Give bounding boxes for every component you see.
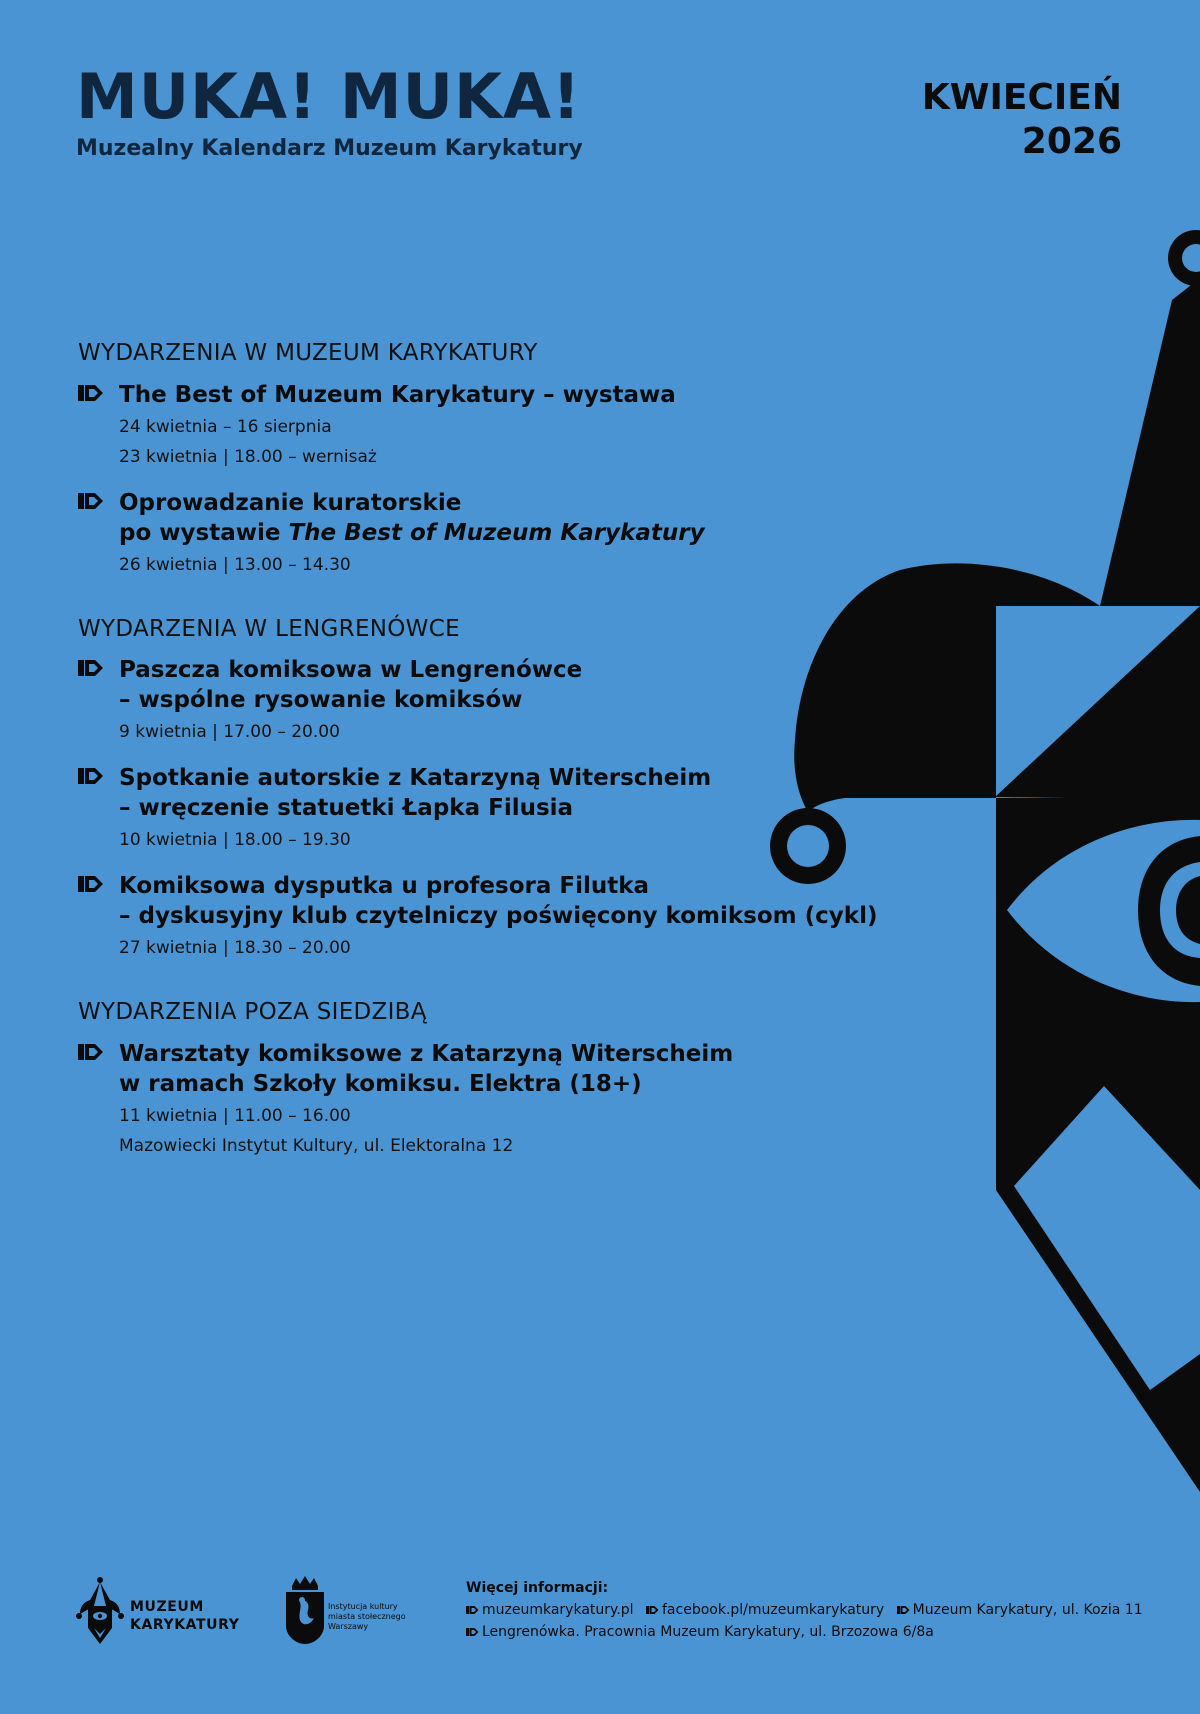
event-dates: 9 kwietnia | 17.00 – 20.00 bbox=[119, 722, 340, 742]
event-dates: 26 kwietnia | 13.00 – 14.30 bbox=[119, 555, 351, 575]
section-heading-museum: WYDARZENIA W MUZEUM KARYKATURY bbox=[78, 340, 538, 366]
event-dates: 11 kwietnia | 11.00 – 16.00 bbox=[119, 1106, 351, 1126]
website-link[interactable]: muzeumkarykatury.pl bbox=[482, 1602, 634, 1618]
city-logo-line2: miasta stołecznego bbox=[328, 1612, 406, 1621]
event-item bbox=[78, 763, 711, 855]
event-title-prefix: po wystawie bbox=[119, 520, 289, 546]
event-dates: 24 kwietnia – 16 sierpnia bbox=[119, 417, 332, 437]
event-title-line2: – wspólne rysowanie komiksów bbox=[119, 687, 523, 713]
section-heading-offsite: WYDARZENIA POZA SIEDZIBĄ bbox=[78, 999, 427, 1025]
museum-address: Muzeum Karykatury, ul. Kozia 11 bbox=[912, 1602, 1143, 1618]
pencil-bullet-icon bbox=[646, 1605, 659, 1615]
event-item bbox=[78, 871, 877, 963]
event-item bbox=[78, 488, 705, 580]
event-title-line2: – wręczenie statuetki Łapka Filusia bbox=[119, 795, 574, 821]
pencil-bullet-icon bbox=[78, 492, 104, 510]
event-title: Spotkanie autorskie z Katarzyną Witerscheim bbox=[119, 765, 712, 791]
info-row-2 bbox=[466, 1624, 934, 1640]
event-title: Warsztaty komiksowe z Katarzyną Witerscheim bbox=[119, 1041, 734, 1067]
info-heading: Więcej informacji: bbox=[466, 1580, 609, 1596]
warsaw-siren-crest-icon bbox=[280, 1574, 330, 1646]
event-item bbox=[78, 380, 676, 472]
event-item bbox=[78, 655, 582, 747]
section-heading-lengrenowka: WYDARZENIA W LENGRENÓWCE bbox=[78, 616, 460, 642]
city-logo-line1: Instytucja kultury bbox=[328, 1602, 398, 1611]
event-opening: 23 kwietnia | 18.00 – wernisaż bbox=[119, 447, 377, 467]
city-logo-text bbox=[328, 1602, 408, 1632]
pencil-bullet-icon bbox=[78, 384, 104, 402]
event-title: Paszcza komiksowa w Lengrenówce bbox=[119, 657, 583, 683]
event-title-italic: The Best of Muzeum Karykatury bbox=[288, 520, 705, 546]
poster-title: MUKA! MUKA! bbox=[76, 60, 582, 133]
event-item bbox=[78, 1039, 733, 1161]
info-row-1 bbox=[466, 1602, 1143, 1618]
event-title: Oprowadzanie kuratorskie bbox=[119, 490, 462, 516]
event-dates: 10 kwietnia | 18.00 – 19.30 bbox=[119, 830, 351, 850]
pencil-bullet-icon bbox=[78, 875, 104, 893]
month-label bbox=[922, 76, 1122, 164]
museum-logo-line1: MUZEUM bbox=[130, 1599, 204, 1615]
month-name: KWIECIEŃ bbox=[921, 77, 1122, 118]
pencil-bullet-icon bbox=[897, 1605, 910, 1615]
event-title: The Best of Muzeum Karykatury – wystawa bbox=[119, 382, 676, 408]
event-title: Komiksowa dysputka u profesora Filutka bbox=[119, 873, 650, 899]
pencil-bullet-icon bbox=[466, 1627, 479, 1637]
museum-logo-text bbox=[130, 1598, 240, 1634]
event-title-line2 bbox=[119, 518, 705, 548]
pencil-bullet-icon bbox=[466, 1605, 479, 1615]
pencil-bullet-icon bbox=[78, 659, 104, 677]
facebook-link[interactable]: facebook.pl/muzeumkarykatury bbox=[662, 1602, 885, 1618]
pencil-bullet-icon bbox=[78, 767, 104, 785]
event-location: Mazowiecki Instytut Kultury, ul. Elektoralna 12 bbox=[119, 1136, 514, 1156]
event-title-line2: – dyskusyjny klub czytelniczy poświęcony komiksom (cykl) bbox=[119, 903, 878, 929]
month-year: 2026 bbox=[1021, 120, 1122, 162]
museum-logo-line2: KARYKATURY bbox=[130, 1617, 240, 1633]
lengrenowka-address: Lengrenówka. Pracownia Muzeum Karykatury, ul. Brzozowa 6/8a bbox=[482, 1624, 934, 1640]
event-title-line2: w ramach Szkoły komiksu. Elektra (18+) bbox=[119, 1071, 642, 1097]
poster-subtitle: Muzealny Kalendarz Muzeum Karykatury bbox=[76, 136, 583, 161]
city-logo-line3: Warszawy bbox=[328, 1622, 369, 1631]
event-dates: 27 kwietnia | 18.30 – 20.00 bbox=[119, 938, 351, 958]
pencil-bullet-icon bbox=[78, 1043, 104, 1061]
